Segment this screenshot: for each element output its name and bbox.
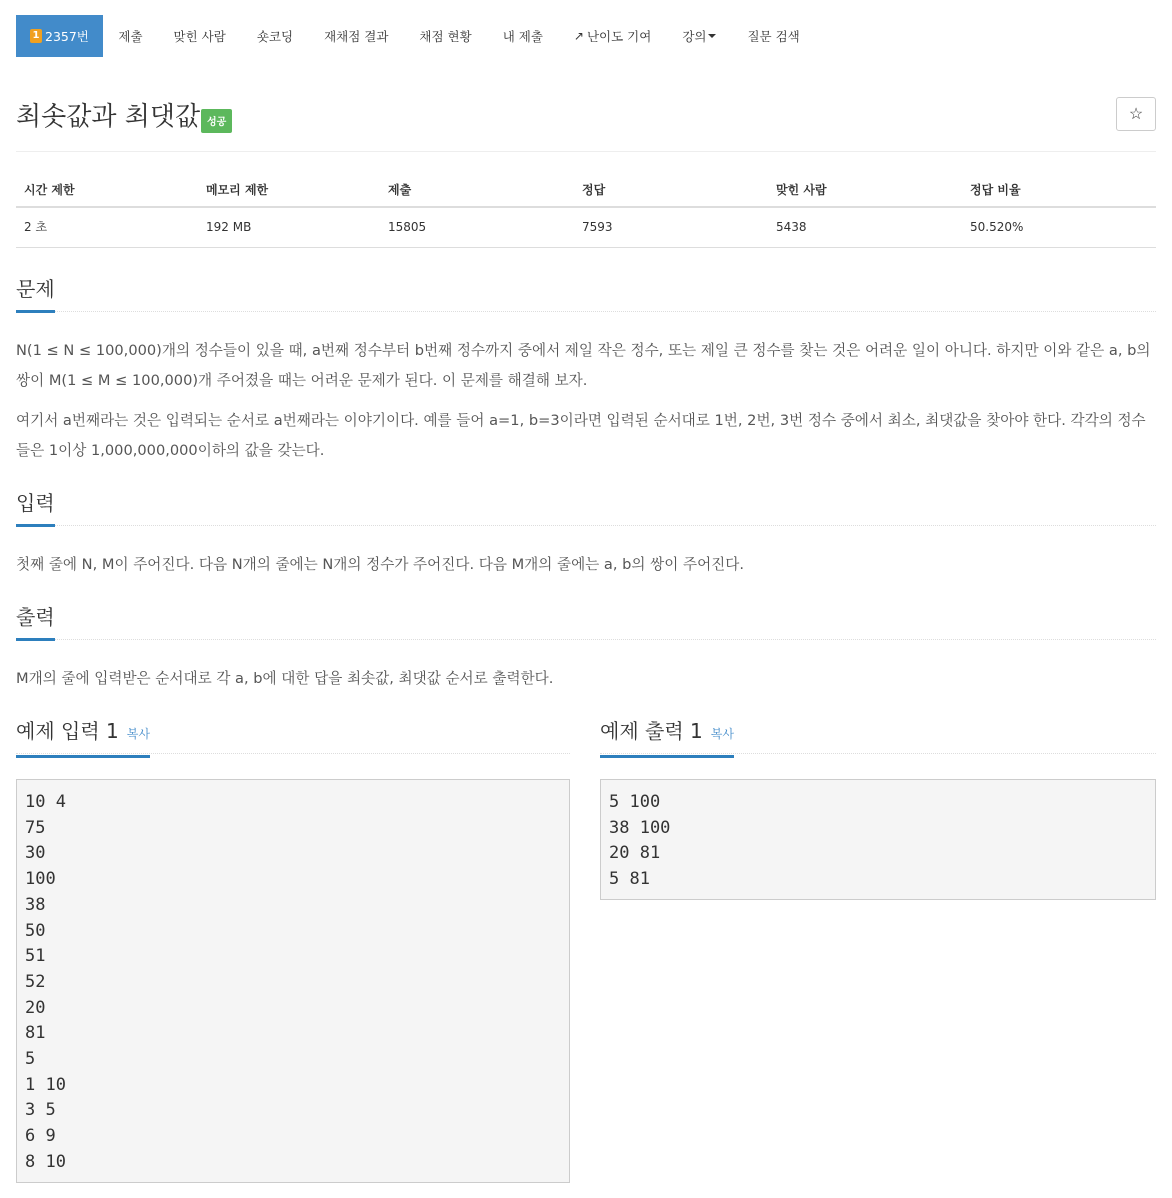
memory-limit-value: 192 MB [198, 207, 380, 248]
tab-rejudge-results[interactable]: 재채점 결과 [324, 29, 389, 44]
tab-lectures[interactable] [667, 15, 732, 57]
title-row [16, 96, 1156, 152]
accepted-value: 7593 [574, 207, 768, 248]
tab-short-coding[interactable]: 숏코딩 [256, 29, 294, 44]
tab-my-submissions[interactable]: 내 제출 [502, 29, 543, 44]
page-title: 최솟값과 최댓값 [16, 102, 201, 132]
tab-submit[interactable]: 제출 [118, 29, 143, 44]
status-badge: 성공 [201, 109, 232, 133]
header-accept-ratio: 정답 비율 [962, 172, 1156, 207]
sample-input-heading [16, 718, 150, 758]
copy-sample-output-link[interactable]: 복사 [710, 727, 734, 741]
header-submissions: 제출 [380, 172, 574, 207]
accept-ratio-value: 50.520% [962, 207, 1156, 248]
header-solved-users: 맞힌 사람 [768, 172, 962, 207]
tab-problem-label: 2357번 [45, 29, 89, 44]
problem-nav [16, 15, 815, 57]
tab-lectures-label: 강의 [682, 29, 707, 44]
copy-sample-input-link[interactable]: 복사 [126, 727, 150, 741]
sample-input-title: 예제 입력 1 [16, 719, 119, 743]
input-description: 첫째 줄에 N, M이 주어진다. 다음 N개의 줄에는 N개의 정수가 주어진다. 다음 M개의 줄에는 a, b의 쌍이 주어진다. [16, 556, 745, 573]
header-time-limit: 시간 제한 [16, 172, 198, 207]
tab-difficulty-label: 난이도 기여 [586, 29, 652, 44]
sample-input-box[interactable]: 10 4 75 30 100 38 50 51 52 20 81 5 1 10 3 5 6 9 8 10 [16, 779, 570, 1183]
problem-info-table [16, 172, 1156, 248]
description-paragraph: N(1 ≤ N ≤ 100,000)개의 정수들이 있을 때, a번째 정수부터 b번째 정수까지 중에서 제일 작은 정수, 또는 제일 큰 정수를 찾는 것은 어려운 일이 아니다. 하지만 이와 같은 a, b의 쌍이 M(1 ≤ M ≤ 100,000)개 주어졌을 때는 어려운 문제가 된다. 이 문제를 해결해 보자. [16, 342, 1151, 389]
tab-problem[interactable] [16, 15, 103, 57]
tab-difficulty-contribution[interactable] [558, 15, 666, 57]
sample-output-header [600, 718, 1156, 754]
header-memory-limit: 메모리 제한 [198, 172, 380, 207]
tab-solved-users[interactable]: 맞힌 사람 [173, 29, 226, 44]
time-limit-value: 2 초 [16, 207, 198, 248]
output-section-header [16, 604, 1156, 640]
sample-output-heading [600, 718, 734, 758]
tier-badge-icon: 1 [30, 29, 42, 43]
external-link-icon: ↗ [573, 29, 584, 43]
sample-output-box[interactable]: 5 100 38 100 20 81 5 81 [600, 779, 1156, 900]
description-section-header [16, 276, 1156, 312]
input-heading: 입력 [16, 490, 55, 527]
solved-users-value: 5438 [768, 207, 962, 248]
input-section-header [16, 490, 1156, 526]
tab-judge-status[interactable]: 채점 현황 [419, 29, 472, 44]
favorite-star-button[interactable] [1116, 97, 1156, 131]
output-heading: 출력 [16, 604, 55, 641]
tab-question-search[interactable]: 질문 검색 [747, 29, 800, 44]
submissions-value: 15805 [380, 207, 574, 248]
description-paragraph: 여기서 a번째라는 것은 입력되는 순서로 a번째라는 이야기이다. 예를 들어 a=1, b=3이라면 입력된 순서대로 1번, 2번, 3번 정수 중에서 최소, 최댓값을 찾아야 한다. 각각의 정수들은 1이상 1,000,000,000이하의 값을 갖는다. [16, 412, 1146, 459]
sample-output-title: 예제 출력 1 [600, 719, 703, 743]
caret-down-icon [708, 34, 716, 38]
star-icon: ☆ [1128, 106, 1144, 123]
sample-input-header [16, 718, 570, 754]
output-description: M개의 줄에 입력받은 순서대로 각 a, b에 대한 답을 최솟값, 최댓값 순서로 출력한다. [16, 670, 554, 687]
table-row [16, 207, 1156, 248]
header-accepted: 정답 [574, 172, 768, 207]
description-heading: 문제 [16, 276, 55, 313]
